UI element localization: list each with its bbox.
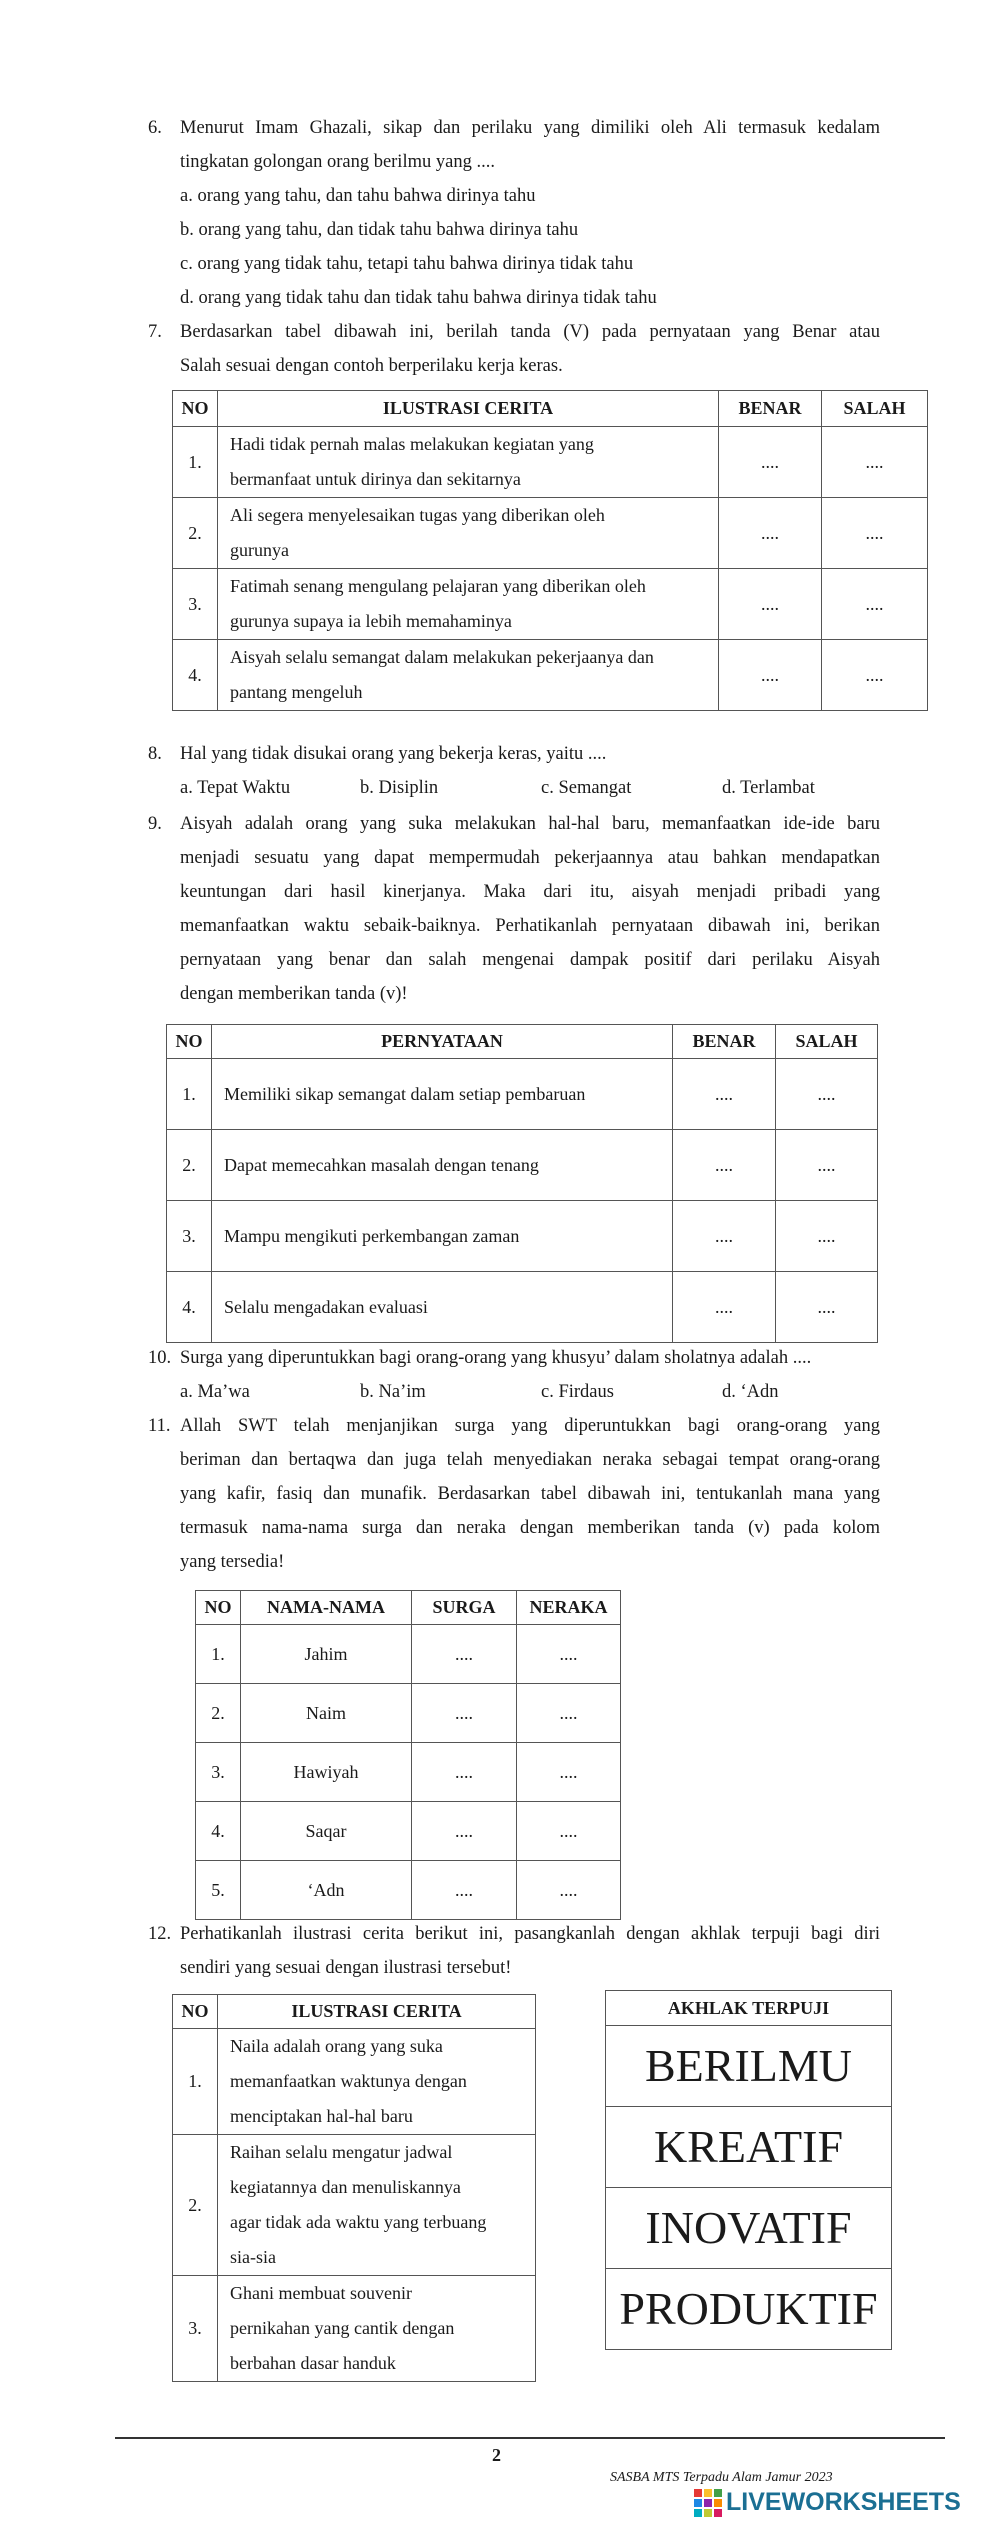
q12-text-2: sendiri yang sesuai dengan ilustrasi tersebut! [180, 1958, 512, 1978]
table-row [173, 2135, 536, 2276]
q7-benar-blank[interactable]: .... [719, 569, 822, 640]
q7-row-text: Hadi tidak pernah malas melakukan kegiatan yang [230, 434, 594, 454]
q11-row-no: 3. [196, 1743, 241, 1802]
footer-divider [115, 2437, 945, 2439]
q11-row-name: ‘Adn [241, 1861, 412, 1920]
q11-neraka-blank[interactable]: .... [517, 1743, 621, 1802]
q9-salah-blank[interactable]: .... [776, 1201, 878, 1272]
q11-header-neraka: NERAKA [517, 1591, 621, 1625]
q7-row-no: 2. [173, 498, 218, 569]
q8-option-d: d. Terlambat [722, 778, 815, 798]
q11-table [195, 1590, 621, 1920]
q9-line: pernyataan yang benar dan salah mengenai dampak positif dari perilaku Aisyah [180, 950, 880, 970]
q11-row-name: Naim [241, 1684, 412, 1743]
q7-row-text: Aisyah selalu semangat dalam melakukan pekerjaanya dan [230, 647, 654, 667]
q9-header-no: NO [167, 1025, 212, 1059]
q12-header-illustration: ILUSTRASI CERITA [218, 1995, 536, 2029]
q12-row-no: 2. [173, 2135, 218, 2276]
table-row [173, 2029, 536, 2135]
q9-table [166, 1024, 878, 1343]
q11-number: 11. [148, 1416, 171, 1436]
page-number: 2 [492, 2445, 501, 2465]
q7-row-text: gurunya [230, 540, 289, 560]
brand-name: LIVEWORKSHEETS [726, 2488, 961, 2516]
q8-number: 8. [148, 744, 162, 764]
q11-line: yang tersedia! [180, 1552, 285, 1572]
q9-line: keuntungan dari hasil kinerjanya. Maka dari itu, aisyah menjadi pribadi yang [180, 882, 880, 902]
liveworksheets-logo[interactable] [694, 2488, 961, 2517]
table-row [173, 427, 928, 498]
akhlak-header: AKHLAK TERPUJI [606, 1991, 891, 2026]
table-row [167, 1130, 878, 1201]
liveworksheets-grid-icon [694, 2489, 722, 2517]
q6-text-2: tingkatan golongan orang berilmu yang .... [180, 152, 495, 172]
q11-row-no: 4. [196, 1802, 241, 1861]
q12-row-text: berbahan dasar handuk [230, 2353, 396, 2373]
q12-row-text: Ghani membuat souvenir [230, 2283, 412, 2303]
q10-number: 10. [148, 1348, 172, 1368]
q9-number: 9. [148, 814, 162, 834]
q9-row-text: Mampu mengikuti perkembangan zaman [212, 1201, 673, 1272]
q8-option-b: b. Disiplin [360, 778, 439, 798]
q12-row-text: pernikahan yang cantik dengan [230, 2318, 455, 2338]
q11-neraka-blank[interactable]: .... [517, 1684, 621, 1743]
q9-row-text: Selalu mengadakan evaluasi [212, 1272, 673, 1343]
q11-row-no: 1. [196, 1625, 241, 1684]
table-row [167, 1059, 878, 1130]
q11-row-name: Jahim [241, 1625, 412, 1684]
q8-text: Hal yang tidak disukai orang yang bekerja keras, yaitu .... [180, 744, 607, 764]
table-row [196, 1861, 621, 1920]
q7-number: 7. [148, 322, 162, 342]
q9-salah-blank[interactable]: .... [776, 1130, 878, 1201]
table-row [196, 1684, 621, 1743]
q9-salah-blank[interactable]: .... [776, 1059, 878, 1130]
q12-row-text: agar tidak ada waktu yang terbuang [230, 2212, 487, 2232]
table-row [173, 640, 928, 711]
q9-row-no: 3. [167, 1201, 212, 1272]
q12-row-text: sia-sia [230, 2247, 276, 2267]
q7-row-no: 1. [173, 427, 218, 498]
q11-line: yang kafir, fasiq dan munafik. Berdasarkan tabel dibawah ini, tentukanlah mana yang [180, 1484, 880, 1504]
table-row [173, 498, 928, 569]
akhlak-option-produktif[interactable]: PRODUKTIF [619, 2283, 878, 2334]
q12-row-text: Naila adalah orang yang suka [230, 2036, 443, 2056]
q9-row-no: 1. [167, 1059, 212, 1130]
q7-salah-blank[interactable]: .... [822, 640, 928, 711]
q11-header-surga: SURGA [412, 1591, 517, 1625]
q7-header-salah: SALAH [822, 391, 928, 427]
q7-salah-blank[interactable]: .... [822, 427, 928, 498]
q8-option-a: a. Tepat Waktu [180, 778, 291, 798]
q6-number: 6. [148, 118, 162, 138]
q9-line: memanfaatkan waktu sebaik-baiknya. Perhatikanlah pernyataan dibawah ini, berikan [180, 916, 880, 936]
q9-line: dengan memberikan tanda (v)! [180, 984, 408, 1004]
q11-surga-blank[interactable]: .... [412, 1861, 517, 1920]
q9-header-statement: PERNYATAAN [212, 1025, 673, 1059]
q10-option-d: d. ‘Adn [722, 1382, 779, 1402]
akhlak-panel [605, 1990, 892, 2350]
q7-row-text: Fatimah senang mengulang pelajaran yang diberikan oleh [230, 576, 646, 596]
q9-row-text: Memiliki sikap semangat dalam setiap pembaruan [212, 1059, 673, 1130]
q11-neraka-blank[interactable]: .... [517, 1625, 621, 1684]
q7-benar-blank[interactable]: .... [719, 427, 822, 498]
q12-row-text: kegiatannya dan menuliskannya [230, 2177, 461, 2197]
q7-row-text: bermanfaat untuk dirinya dan sekitarnya [230, 469, 521, 489]
q12-row-text: Raihan selalu mengatur jadwal [230, 2142, 453, 2162]
q9-line: Aisyah adalah orang yang suka melakukan hal-hal baru, memanfaatkan ide-ide baru [180, 814, 880, 834]
q9-header-salah: SALAH [776, 1025, 878, 1059]
q9-benar-blank[interactable]: .... [673, 1130, 776, 1201]
table-row [167, 1272, 878, 1343]
q11-line: termasuk nama-nama surga dan neraka dengan memberikan tanda (v) pada kolom [180, 1518, 880, 1538]
q7-benar-blank[interactable]: .... [719, 640, 822, 711]
q7-row-no: 4. [173, 640, 218, 711]
q11-line: beriman dan bertaqwa dan juga telah menyediakan neraka sebagai tempat orang-orang [180, 1450, 880, 1470]
q6-text-1: Menurut Imam Ghazali, sikap dan perilaku yang dimiliki oleh Ali termasuk kedalam [180, 118, 880, 138]
q9-header-benar: BENAR [673, 1025, 776, 1059]
q7-text-2: Salah sesuai dengan contoh berperilaku kerja keras. [180, 356, 563, 376]
table-row [173, 569, 928, 640]
q7-row-text: gurunya supaya ia lebih memahaminya [230, 611, 512, 631]
table-row [173, 2276, 536, 2382]
table-row [196, 1802, 621, 1861]
q12-text-1: Perhatikanlah ilustrasi cerita berikut ini, pasangkanlah dengan akhlak terpuji bagi diri [180, 1924, 880, 1944]
q9-benar-blank[interactable]: .... [673, 1059, 776, 1130]
q10-option-c: c. Firdaus [541, 1382, 614, 1402]
q8-option-c: c. Semangat [541, 778, 632, 798]
q6-option-c: c. orang yang tidak tahu, tetapi tahu bahwa dirinya tidak tahu [180, 254, 634, 274]
q11-row-no: 2. [196, 1684, 241, 1743]
q7-row-text: Ali segera menyelesaikan tugas yang diberikan oleh [230, 505, 605, 525]
q11-row-name: Saqar [241, 1802, 412, 1861]
q9-line: menjadi sesuatu yang dapat mempermudah pekerjaannya atau bahkan mendapatkan [180, 848, 880, 868]
table-row [196, 1625, 621, 1684]
q9-salah-blank[interactable]: .... [776, 1272, 878, 1343]
q7-header-no: NO [173, 391, 218, 427]
q12-row-text: memanfaatkan waktunya dengan [230, 2071, 467, 2091]
q6-option-b: b. orang yang tahu, dan tidak tahu bahwa dirinya tahu [180, 220, 579, 240]
q7-salah-blank[interactable]: .... [822, 569, 928, 640]
q9-benar-blank[interactable]: .... [673, 1272, 776, 1343]
q11-header-no: NO [196, 1591, 241, 1625]
q9-row-no: 4. [167, 1272, 212, 1343]
q11-line: Allah SWT telah menjanjikan surga yang diperuntukkan bagi orang-orang yang [180, 1416, 880, 1436]
q12-row-no: 1. [173, 2029, 218, 2135]
q6-option-a: a. orang yang tahu, dan tahu bahwa dirinya tahu [180, 186, 536, 206]
q12-row-text: menciptakan hal-hal baru [230, 2106, 413, 2126]
akhlak-option-kreatif[interactable]: KREATIF [606, 2107, 891, 2188]
q10-option-b: b. Na’im [360, 1382, 426, 1402]
q7-text-1: Berdasarkan tabel dibawah ini, berilah tanda (V) pada pernyataan yang Benar atau [180, 322, 880, 342]
q7-benar-blank[interactable]: .... [719, 498, 822, 569]
q7-table [172, 390, 928, 711]
q10-option-a: a. Ma’wa [180, 1382, 250, 1402]
q12-row-no: 3. [173, 2276, 218, 2382]
q9-row-no: 2. [167, 1130, 212, 1201]
q9-row-text: Dapat memecahkan masalah dengan tenang [212, 1130, 673, 1201]
akhlak-option-berilmu[interactable]: BERILMU [606, 2026, 891, 2107]
q7-header-illustration: ILUSTRASI CERITA [218, 391, 719, 427]
table-row [167, 1201, 878, 1272]
q7-row-text: pantang mengeluh [230, 682, 363, 702]
q7-salah-blank[interactable]: .... [822, 498, 928, 569]
q6-option-d: d. orang yang tidak tahu dan tidak tahu bahwa dirinya tidak tahu [180, 288, 657, 308]
q9-benar-blank[interactable]: .... [673, 1201, 776, 1272]
q11-header-names: NAMA-NAMA [241, 1591, 412, 1625]
school-footer: SASBA MTS Terpadu Alam Jamur 2023 [610, 2470, 833, 2485]
q7-row-no: 3. [173, 569, 218, 640]
q11-row-name: Hawiyah [241, 1743, 412, 1802]
q11-surga-blank[interactable]: .... [412, 1802, 517, 1861]
table-row [196, 1743, 621, 1802]
q12-table [172, 1994, 536, 2382]
q11-neraka-blank[interactable]: .... [517, 1802, 621, 1861]
akhlak-option-inovatif[interactable]: INOVATIF [606, 2188, 891, 2269]
q11-neraka-blank[interactable]: .... [517, 1861, 621, 1920]
q11-surga-blank[interactable]: .... [412, 1625, 517, 1684]
q10-text: Surga yang diperuntukkan bagi orang-orang yang khusyu’ dalam sholatnya adalah .... [180, 1348, 812, 1368]
q11-surga-blank[interactable]: .... [412, 1743, 517, 1802]
q7-header-benar: BENAR [719, 391, 822, 427]
q12-number: 12. [148, 1924, 172, 1944]
q11-row-no: 5. [196, 1861, 241, 1920]
q11-surga-blank[interactable]: .... [412, 1684, 517, 1743]
q12-header-no: NO [173, 1995, 218, 2029]
